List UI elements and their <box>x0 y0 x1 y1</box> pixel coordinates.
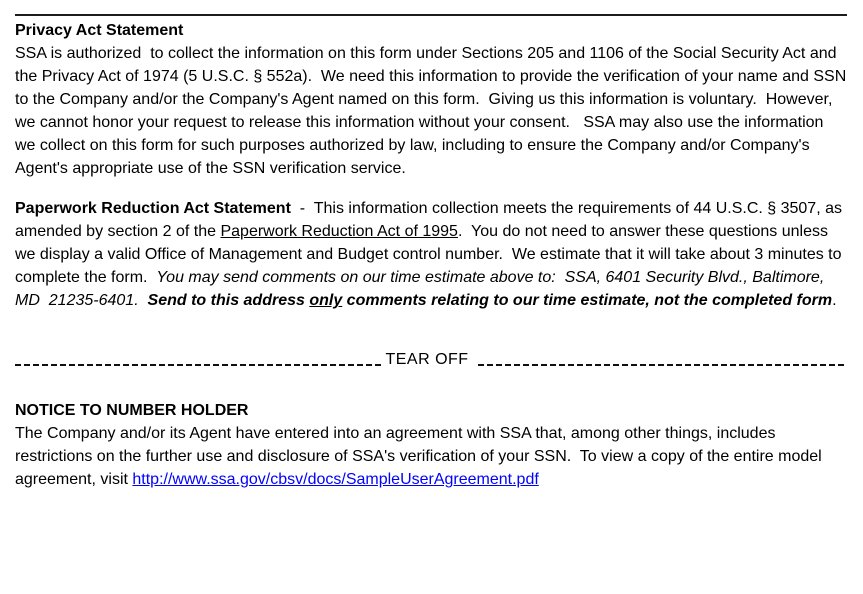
top-divider-rule <box>15 14 847 16</box>
tear-off-line <box>15 348 847 371</box>
paperwork-reduction-paragraph <box>15 197 847 312</box>
paperwork-bold-italic-tail: comments relating to our time estimate, not the completed form <box>342 292 833 309</box>
notice-body-text: The Company and/or its Agent have entered into an agreement with SSA that, among other things, includes restrictions on the further use and disclosure of SSA's verification of your SSN. To view a copy of the entire model agreement, visit <box>15 425 827 488</box>
paperwork-body-2: . You do not need to answer these questions unless we display a valid Office of Management and Budget control number. We estimate that it will take about 3 minutes to complete the form. <box>15 223 846 286</box>
paperwork-heading: Paperwork Reduction Act Statement <box>15 200 291 217</box>
tear-off-dashes-right <box>478 364 847 366</box>
paperwork-bold-italic-lead: Send to this address <box>147 292 310 309</box>
notice-heading: NOTICE TO NUMBER HOLDER <box>15 402 249 419</box>
paperwork-italic-note: You may send comments on our time estimate above to: SSA, 6401 Security Blvd., Baltimore, MD 21235-6401. <box>15 269 829 309</box>
paperwork-act-underlined: Paperwork Reduction Act of 1995 <box>220 223 458 240</box>
paperwork-separator: - <box>290 200 314 217</box>
privacy-act-body: SSA is authorized to collect the information on this form under Sections 205 and 1106 of the Social Security Act and the Privacy Act of 1974 (5 U.S.C. § 552a). We need this information to provide the verification of your name and SSN to the Company and/or the Company's Agent named on this form. Giving us this information is voluntary. However, we cannot honor your request to release this information without your consent. SSA may also use the information we collect on this form for such purposes authorized by law, including to ensure the Company and/or Company's Agent's appropriate use of the SSN verification service. <box>15 45 851 177</box>
paperwork-bold-italic-only: only <box>309 292 343 309</box>
paperwork-final-period: . <box>832 292 837 309</box>
notice-to-number-holder-section <box>15 399 847 491</box>
paperwork-reduction-section <box>15 197 847 312</box>
tear-off-label: TEAR OFF <box>385 351 469 368</box>
privacy-act-section <box>15 19 851 180</box>
paperwork-body-1: This information collection meets the requirements of 44 U.S.C. § 3507, as amended by section 2 of the <box>15 200 847 240</box>
notice-body-paragraph <box>15 422 847 491</box>
tear-off-dashes-left <box>15 364 384 366</box>
privacy-act-heading: Privacy Act Statement <box>15 22 184 39</box>
sample-user-agreement-link[interactable]: http://www.ssa.gov/cbsv/docs/SampleUserAgreement.pdf <box>132 471 539 488</box>
